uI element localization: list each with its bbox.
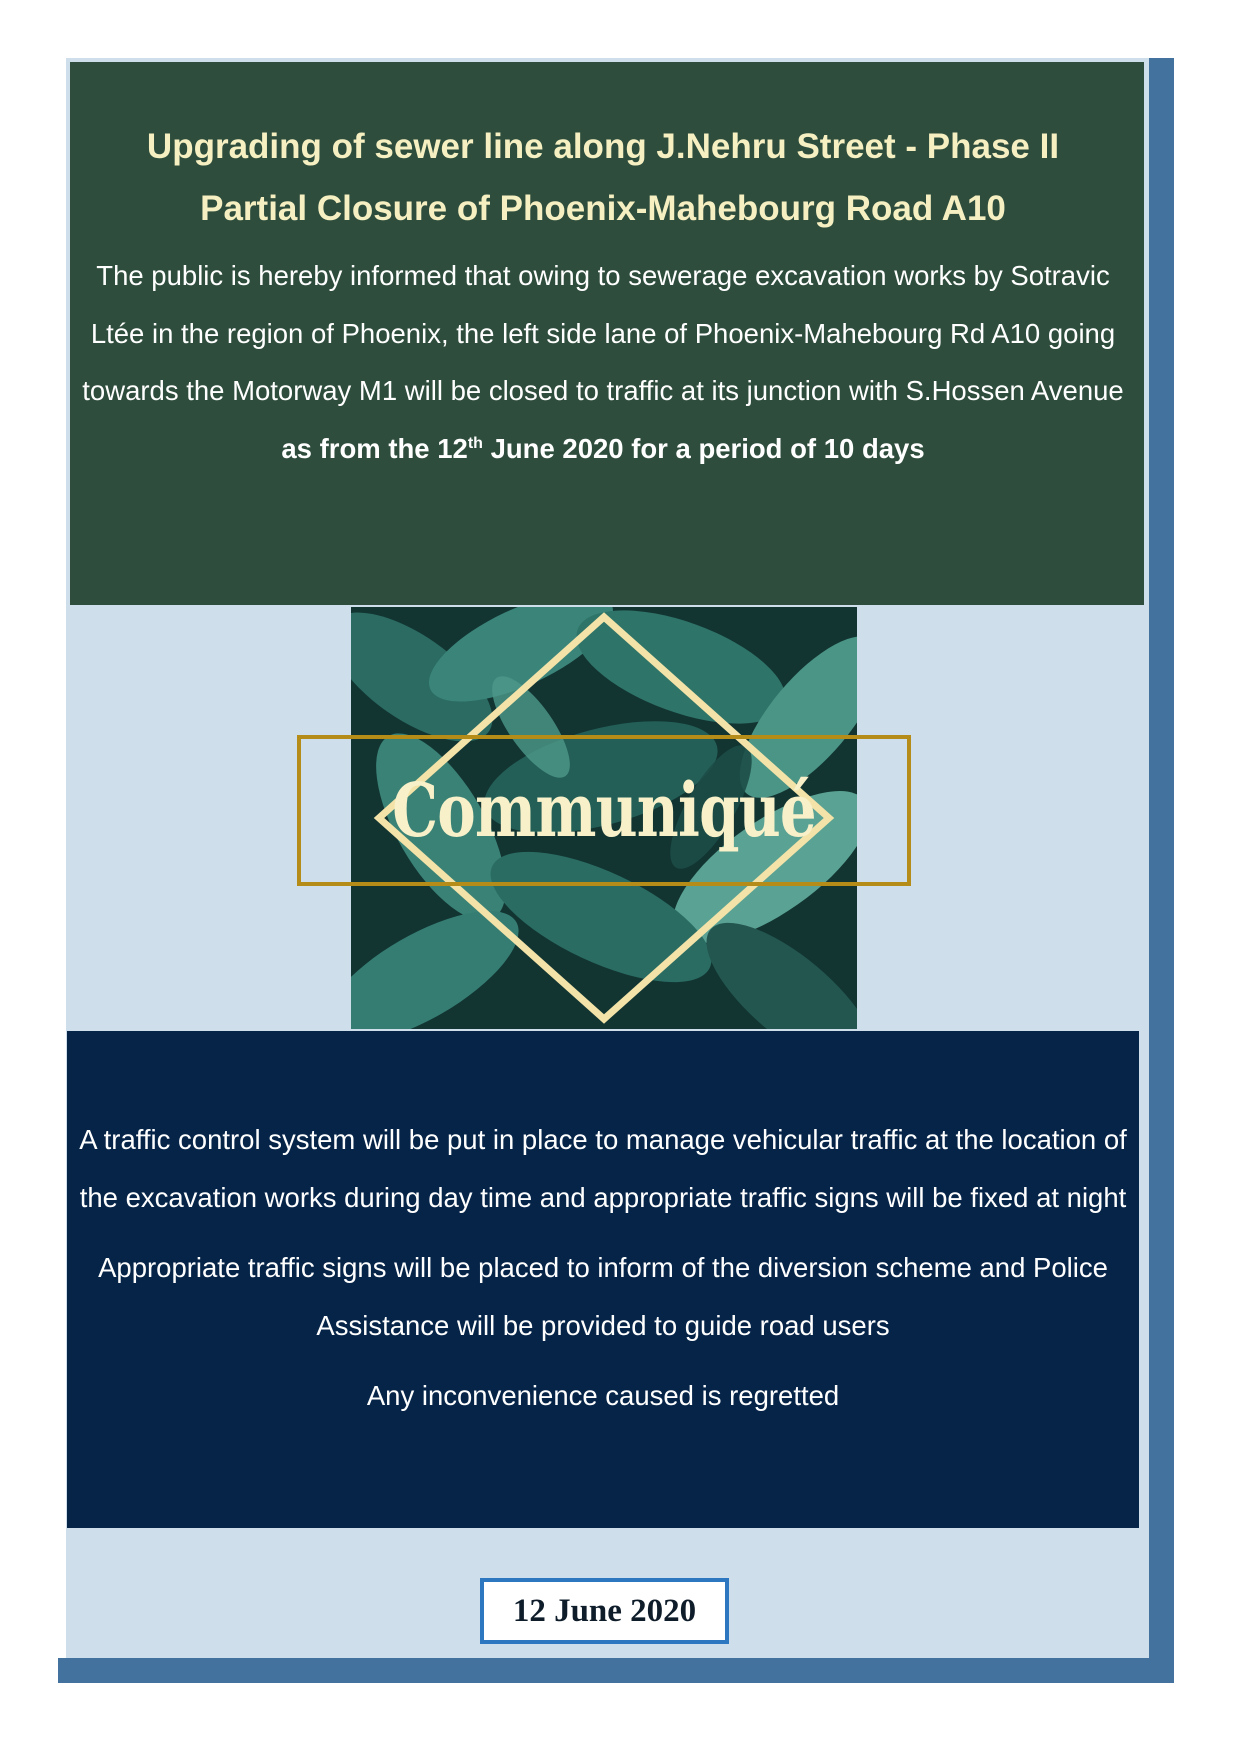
notice-body-emphasis (281, 433, 924, 464)
info-panel (67, 1031, 1139, 1528)
notice-body-text: The public is hereby informed that owing to sewerage excavation works by Sotravic Ltée in the region of Phoenix, the left side lane of Phoenix-Mahebourg Rd A10 going towards the Motorway M1 will be closed to traffic at its junction with S.Hossen Avenue (82, 260, 1124, 406)
notice-body (80, 247, 1126, 477)
date-stamp: 12 June 2020 (480, 1578, 729, 1644)
communique-page (66, 58, 1149, 1658)
ordinal-suffix: th (467, 434, 483, 452)
notice-subtitle: Partial Closure of Phoenix-Mahebourg Road A10 (200, 189, 1006, 228)
emphasis-part-2: June 2020 for a period of 10 days (490, 432, 925, 464)
page-shadow-bottom (58, 1658, 1174, 1683)
notice-title: Upgrading of sewer line along J.Nehru Street - Phase II (146, 127, 1060, 166)
info-paragraph-traffic-control: A traffic control system will be put in place to manage vehicular traffic at the location of the excavation works during day time and appropriate traffic signs will be fixed at night (79, 1124, 1127, 1213)
info-paragraph-apology: Any inconvenience caused is regretted (366, 1380, 840, 1411)
info-paragraph-diversion: Appropriate traffic signs will be placed to inform of the diversion scheme and Police Assistance will be provided to guide road users (98, 1252, 1108, 1341)
header-panel (70, 62, 1144, 605)
page-shadow-right (1148, 58, 1174, 1683)
emphasis-part-1: as from the 12 (281, 432, 468, 464)
communique-heading: Communiqué (392, 767, 816, 854)
